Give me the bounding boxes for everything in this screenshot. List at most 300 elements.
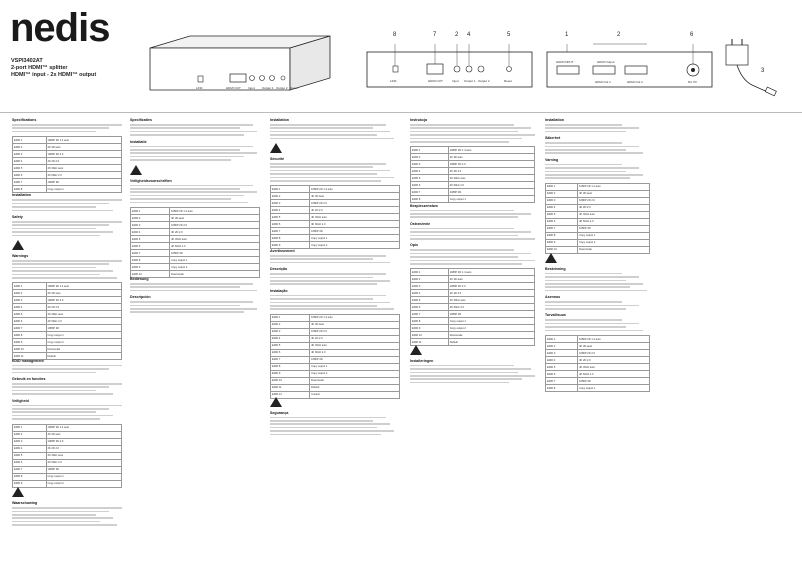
warning-triangle-icon	[410, 345, 422, 355]
section-heading: Opis	[410, 243, 418, 248]
text-line	[545, 308, 626, 310]
text-line	[130, 198, 231, 200]
section-heading: Veiligheidsvoorschriften	[130, 178, 172, 183]
table-cell-value: 4K 3D auto	[310, 193, 400, 200]
table-cell-value: 1080P 2D 1.4 auto	[310, 186, 400, 193]
text-line	[12, 267, 96, 269]
table-cell-value: 4K 3D auto	[170, 215, 260, 222]
table-cell-value: Downscale	[310, 377, 400, 384]
text-line	[12, 372, 96, 374]
callout-5: 5	[507, 32, 511, 38]
table-cell-label: EDID 4	[546, 357, 578, 364]
text-line	[410, 372, 518, 374]
table-cell-label: EDID 5	[411, 175, 449, 182]
text-line	[270, 262, 390, 264]
text-line	[545, 174, 643, 176]
text-line	[410, 134, 535, 136]
table-row	[13, 297, 122, 304]
table-row	[13, 158, 122, 165]
table-row	[131, 236, 260, 243]
text-line	[12, 260, 122, 262]
table-cell-label: EDID 4	[13, 304, 47, 311]
table-cell-value: Copy output 1	[448, 196, 534, 203]
text-line	[270, 302, 390, 304]
table-row	[13, 438, 122, 445]
table-cell-value: 1080P 3D	[46, 179, 121, 186]
table-cell-value: 1080P 2D 1.4 auto	[170, 208, 260, 215]
table-row	[13, 165, 122, 172]
table-row	[271, 342, 400, 349]
text-line	[130, 134, 244, 136]
table-row	[13, 346, 122, 353]
table-row	[271, 391, 400, 398]
callout-3: 3	[761, 68, 765, 74]
table-cell-value: Default	[46, 353, 121, 360]
table-cell-value: 1080P 2D 2.0	[448, 161, 534, 168]
text-line	[410, 365, 514, 367]
text-line	[270, 127, 373, 129]
detail-label-input: Input	[452, 79, 459, 83]
text-line	[270, 255, 386, 257]
table-cell-label: EDID 8	[13, 473, 47, 480]
text-line	[410, 141, 509, 143]
text-line	[270, 427, 377, 429]
table-cell-label: EDID 2	[13, 144, 47, 151]
table-cell-label: EDID 6	[131, 243, 170, 250]
table-row	[546, 336, 650, 343]
callout-7: 7	[433, 32, 437, 38]
text-line	[12, 415, 113, 417]
table-cell-value: 4K 30Hz auto	[578, 211, 650, 218]
table-row	[411, 304, 535, 311]
table-cell-label: EDID 2	[411, 154, 449, 161]
table-row	[411, 196, 535, 203]
rear-label-out1: HDMI Out 1	[595, 80, 611, 84]
table-cell-label: EDID 4	[411, 290, 449, 297]
table-row	[546, 350, 650, 357]
detail-label-out1: Output 1	[464, 79, 476, 83]
table-cell-label: EDID 7	[13, 179, 47, 186]
text-line	[545, 131, 626, 133]
text-line	[130, 146, 253, 148]
text-line	[410, 253, 531, 255]
table-cell-value: Copy output 1	[46, 473, 121, 480]
power-adapter-illustration	[722, 35, 782, 100]
table-row	[411, 175, 535, 182]
text-line	[410, 382, 509, 384]
text-line	[410, 124, 514, 126]
section-heading: Bezpieczeństwo	[410, 203, 438, 208]
table-cell-value: 4K 30Hz auto	[310, 342, 400, 349]
text-line	[12, 383, 122, 385]
section-heading: Installatie	[130, 139, 147, 144]
model-number: VSPI3402AT	[11, 58, 43, 64]
spec-table	[12, 136, 122, 193]
table-cell-label: EDID 10	[411, 332, 449, 339]
callout-2: 2	[455, 32, 459, 38]
section-heading: Bedienung	[130, 277, 149, 281]
text-line	[270, 420, 373, 422]
table-cell-label: EDID 3	[13, 151, 47, 158]
text-line	[270, 170, 390, 172]
text-line	[12, 203, 109, 205]
text-line	[12, 418, 100, 420]
section-heading: Turvallisuus	[545, 313, 566, 318]
table-cell-label: EDID 3	[411, 283, 449, 290]
table-cell-value: Custom	[310, 391, 400, 398]
text-line	[270, 298, 373, 300]
table-cell-label: EDID 6	[271, 349, 310, 356]
table-row	[13, 290, 122, 297]
text-line	[130, 202, 248, 204]
table-cell-value: 4K 60Hz 2.0	[448, 182, 534, 189]
table-row	[271, 349, 400, 356]
text-line	[270, 177, 394, 179]
warning-triangle-icon	[270, 143, 282, 153]
text-line	[12, 124, 122, 126]
table-cell-label: EDID 7	[271, 228, 310, 235]
table-row	[546, 204, 650, 211]
text-line	[270, 280, 390, 282]
text-line	[270, 134, 377, 136]
table-row	[13, 424, 122, 431]
table-cell-label: EDID 6	[411, 182, 449, 189]
table-cell-label: EDID 1	[13, 137, 47, 144]
table-cell-value: 4K 3D auto	[46, 290, 121, 297]
table-row	[13, 339, 122, 346]
text-line	[545, 283, 643, 285]
text-line	[545, 323, 639, 325]
table-cell-label: EDID 5	[546, 364, 578, 371]
table-cell-label: EDID 3	[13, 438, 47, 445]
table-cell-label: EDID 8	[411, 196, 449, 203]
table-row	[13, 452, 122, 459]
table-cell-value: Copy output 2	[448, 325, 534, 332]
table-cell-value: 4K 3D auto	[578, 343, 650, 350]
table-cell-label: EDID 4	[13, 445, 47, 452]
table-cell-label: EDID 10	[13, 346, 47, 353]
front-label-hdmi: HDMI OUT	[226, 86, 241, 90]
product-title: 2-port HDMI™ splitter	[11, 65, 68, 71]
table-cell-value: 4K 60Hz 2.0	[578, 371, 650, 378]
table-cell-value: 4K 60Hz 2.0	[578, 218, 650, 225]
table-row	[271, 193, 400, 200]
text-line	[130, 195, 244, 197]
table-cell-label: EDID 5	[13, 452, 47, 459]
table-row	[131, 229, 260, 236]
front-label-link: LINK	[196, 86, 203, 90]
section-heading: Safety	[12, 215, 23, 219]
table-row	[271, 314, 400, 321]
table-cell-value: 4K 2D 2.0	[46, 158, 121, 165]
text-line	[12, 131, 96, 133]
text-line	[12, 517, 113, 519]
table-cell-label: EDID 3	[131, 222, 170, 229]
text-line	[545, 167, 639, 169]
text-line	[12, 210, 113, 212]
text-line	[270, 430, 394, 432]
product-subtitle: HDMI™ input - 2x HDMI™ output	[11, 72, 97, 78]
table-row	[271, 235, 400, 242]
table-row	[411, 154, 535, 161]
table-cell-label: EDID 7	[411, 311, 449, 318]
text-line	[545, 273, 622, 275]
table-cell-value: 4K 60Hz 2.0	[170, 243, 260, 250]
table-row	[13, 325, 122, 332]
text-line	[410, 138, 522, 140]
table-cell-label: EDID 6	[546, 371, 578, 378]
table-row	[411, 290, 535, 297]
table-cell-value: 4K 2D 2.0	[46, 304, 121, 311]
table-cell-value: 1080P 2D 2.0	[170, 222, 260, 229]
table-cell-label: EDID 6	[546, 218, 578, 225]
text-line	[12, 127, 109, 129]
table-cell-label: EDID 4	[271, 335, 310, 342]
table-row	[271, 384, 400, 391]
table-cell-value: 1080P 2D 2.0	[578, 350, 650, 357]
text-line	[410, 378, 522, 380]
table-cell-value: 1080P 2D 1.4 auto	[448, 269, 534, 276]
text-line	[130, 156, 244, 158]
table-row	[546, 343, 650, 350]
table-row	[131, 243, 260, 250]
table-cell-label: EDID 1	[271, 186, 310, 193]
table-row	[411, 147, 535, 154]
text-line	[130, 149, 240, 151]
text-line	[270, 434, 381, 436]
table-row	[13, 283, 122, 290]
table-cell-label: EDID 1	[271, 314, 310, 321]
spec-table	[130, 207, 260, 278]
text-line	[12, 524, 117, 526]
table-row	[13, 318, 122, 325]
text-line	[130, 152, 257, 154]
text-line	[12, 199, 122, 201]
section-heading: Specifications	[12, 118, 37, 122]
table-cell-label: EDID 2	[546, 190, 578, 197]
table-row	[131, 222, 260, 229]
text-line	[545, 146, 639, 148]
text-line	[130, 191, 257, 193]
text-line	[410, 249, 514, 251]
table-row	[271, 228, 400, 235]
table-cell-value: Copy output 1	[310, 363, 400, 370]
section-heading: Ostrzeżenie	[410, 221, 431, 226]
table-cell-value: 4K 30Hz auto	[448, 175, 534, 182]
warning-triangle-icon	[270, 397, 282, 407]
text-line	[12, 277, 117, 279]
table-cell-label: EDID 1	[131, 208, 170, 215]
spec-table	[545, 335, 650, 392]
table-row	[411, 283, 535, 290]
text-line	[130, 124, 253, 126]
table-row	[131, 271, 260, 278]
section-heading: Warnings	[12, 254, 29, 258]
table-cell-label: EDID 2	[13, 290, 47, 297]
text-line	[270, 295, 386, 297]
text-line	[270, 417, 386, 419]
table-row	[271, 328, 400, 335]
table-cell-label: EDID 6	[411, 304, 449, 311]
table-cell-value: 4K 2D 2.0	[170, 229, 260, 236]
table-cell-label: EDID 11	[411, 339, 449, 346]
callout-2b: 2	[617, 32, 621, 38]
table-row	[271, 186, 400, 193]
text-line	[545, 305, 639, 307]
table-row	[546, 357, 650, 364]
text-line	[12, 514, 96, 516]
table-row	[411, 297, 535, 304]
section-divider	[0, 112, 802, 113]
table-cell-value: Copy output 1	[578, 232, 650, 239]
text-line	[12, 511, 109, 513]
table-cell-value: Copy output 1	[170, 257, 260, 264]
front-label-out2: Output 2	[276, 86, 288, 90]
text-line	[545, 142, 622, 144]
section-heading: Waarschuwing	[12, 501, 38, 506]
table-row	[411, 276, 535, 283]
table-cell-label: EDID 4	[131, 229, 170, 236]
table-cell-label: EDID 5	[13, 165, 47, 172]
text-line	[130, 283, 253, 285]
text-line	[12, 368, 109, 370]
text-line	[270, 166, 373, 168]
table-row	[13, 151, 122, 158]
table-cell-value: Copy output 2	[46, 339, 121, 346]
table-cell-value: Downscale	[578, 246, 650, 253]
table-cell-label: EDID 10	[271, 377, 310, 384]
table-cell-value: Copy output 1	[46, 332, 121, 339]
table-row	[131, 215, 260, 222]
table-cell-value: 4K 3D auto	[46, 431, 121, 438]
table-cell-value: Copy output 2	[170, 264, 260, 271]
table-cell-value: 4K 3D auto	[448, 276, 534, 283]
text-line	[410, 231, 531, 233]
text-line	[270, 308, 394, 310]
callout-4: 4	[467, 32, 471, 38]
table-cell-value: 4K 3D auto	[448, 154, 534, 161]
table-row	[411, 325, 535, 332]
table-cell-label: EDID 3	[271, 200, 310, 207]
table-cell-value: 4K 30Hz auto	[46, 311, 121, 318]
text-line	[270, 180, 381, 182]
table-cell-value: 4K 60Hz 2.0	[46, 459, 121, 466]
table-cell-value: 1080P 2D 2.0	[310, 200, 400, 207]
section-heading: Installation	[270, 118, 289, 122]
table-cell-value: 4K 3D auto	[310, 321, 400, 328]
table-cell-value: 1080P 2D 2.0	[46, 438, 121, 445]
table-cell-value: Downscale	[170, 271, 260, 278]
table-row	[411, 182, 535, 189]
table-cell-value: 1080P 2D 2.0	[448, 283, 534, 290]
text-line	[130, 127, 240, 129]
table-row	[546, 218, 650, 225]
callout-6: 6	[690, 32, 694, 38]
section-heading: Instrukcja	[410, 118, 427, 122]
table-cell-value: 1080P 2D 2.0	[46, 151, 121, 158]
text-line	[545, 149, 626, 151]
table-cell-label: EDID 9	[13, 339, 47, 346]
text-line	[545, 164, 622, 166]
table-cell-label: EDID 2	[271, 193, 310, 200]
text-line	[270, 273, 386, 275]
text-line	[12, 221, 122, 223]
table-cell-label: EDID 10	[546, 246, 578, 253]
table-cell-label: EDID 2	[411, 276, 449, 283]
table-cell-label: EDID 8	[546, 385, 578, 392]
text-line	[12, 411, 96, 413]
section-heading: Säkerhet	[545, 136, 561, 141]
table-row	[13, 179, 122, 186]
text-line	[12, 274, 100, 276]
text-line	[410, 235, 518, 237]
text-line	[12, 228, 96, 230]
spec-table	[270, 185, 400, 249]
text-line	[545, 276, 639, 278]
text-line	[545, 127, 639, 129]
table-cell-value: 1080P 2D 1.4 auto	[310, 314, 400, 321]
table-row	[271, 335, 400, 342]
text-line	[12, 235, 100, 237]
text-line	[410, 131, 518, 133]
table-row	[411, 311, 535, 318]
table-row	[13, 186, 122, 193]
rear-label-out2: HDMI Out 2	[627, 80, 643, 84]
table-cell-value: 1080P 3D	[310, 228, 400, 235]
table-row	[546, 183, 650, 190]
text-line	[545, 152, 643, 154]
section-heading: Beskrivning	[545, 266, 566, 271]
table-row	[411, 332, 535, 339]
text-line	[130, 308, 257, 310]
table-row	[411, 161, 535, 168]
text-line	[12, 263, 109, 265]
table-row	[271, 377, 400, 384]
table-cell-value: 1080P 2D 1.4 auto	[578, 183, 650, 190]
table-cell-value: 4K 60Hz 2.0	[46, 318, 121, 325]
table-cell-label: EDID 6	[13, 459, 47, 466]
text-line	[130, 159, 231, 161]
table-row	[131, 257, 260, 264]
table-cell-label: EDID 5	[271, 342, 310, 349]
table-cell-label: EDID 10	[131, 271, 170, 278]
text-line	[12, 405, 122, 407]
table-cell-label: EDID 4	[271, 207, 310, 214]
table-cell-label: EDID 7	[271, 356, 310, 363]
table-cell-value: 1080P 3D	[448, 311, 534, 318]
text-line	[130, 185, 253, 187]
table-cell-value: 4K 2D 2.0	[310, 207, 400, 214]
table-cell-value: 4K 30Hz auto	[46, 165, 121, 172]
table-cell-label: EDID 11	[271, 384, 310, 391]
table-cell-value: Copy output 2	[310, 242, 400, 249]
table-cell-value: Default	[448, 339, 534, 346]
table-cell-label: EDID 5	[131, 236, 170, 243]
spec-table	[270, 314, 400, 399]
table-cell-value: 4K 2D 2.0	[448, 290, 534, 297]
table-cell-value: 4K 2D 2.0	[578, 204, 650, 211]
table-cell-value: 4K 3D auto	[578, 190, 650, 197]
table-cell-value: 1080P 3D	[310, 356, 400, 363]
table-row	[131, 208, 260, 215]
table-cell-value: Copy output 2	[578, 239, 650, 246]
table-cell-value: 1080P 2D 2.0	[578, 197, 650, 204]
rear-panel-diagram	[545, 40, 715, 100]
spec-table	[12, 424, 122, 488]
table-row	[13, 137, 122, 144]
table-cell-label: EDID 5	[13, 311, 47, 318]
table-cell-label: EDID 3	[411, 161, 449, 168]
